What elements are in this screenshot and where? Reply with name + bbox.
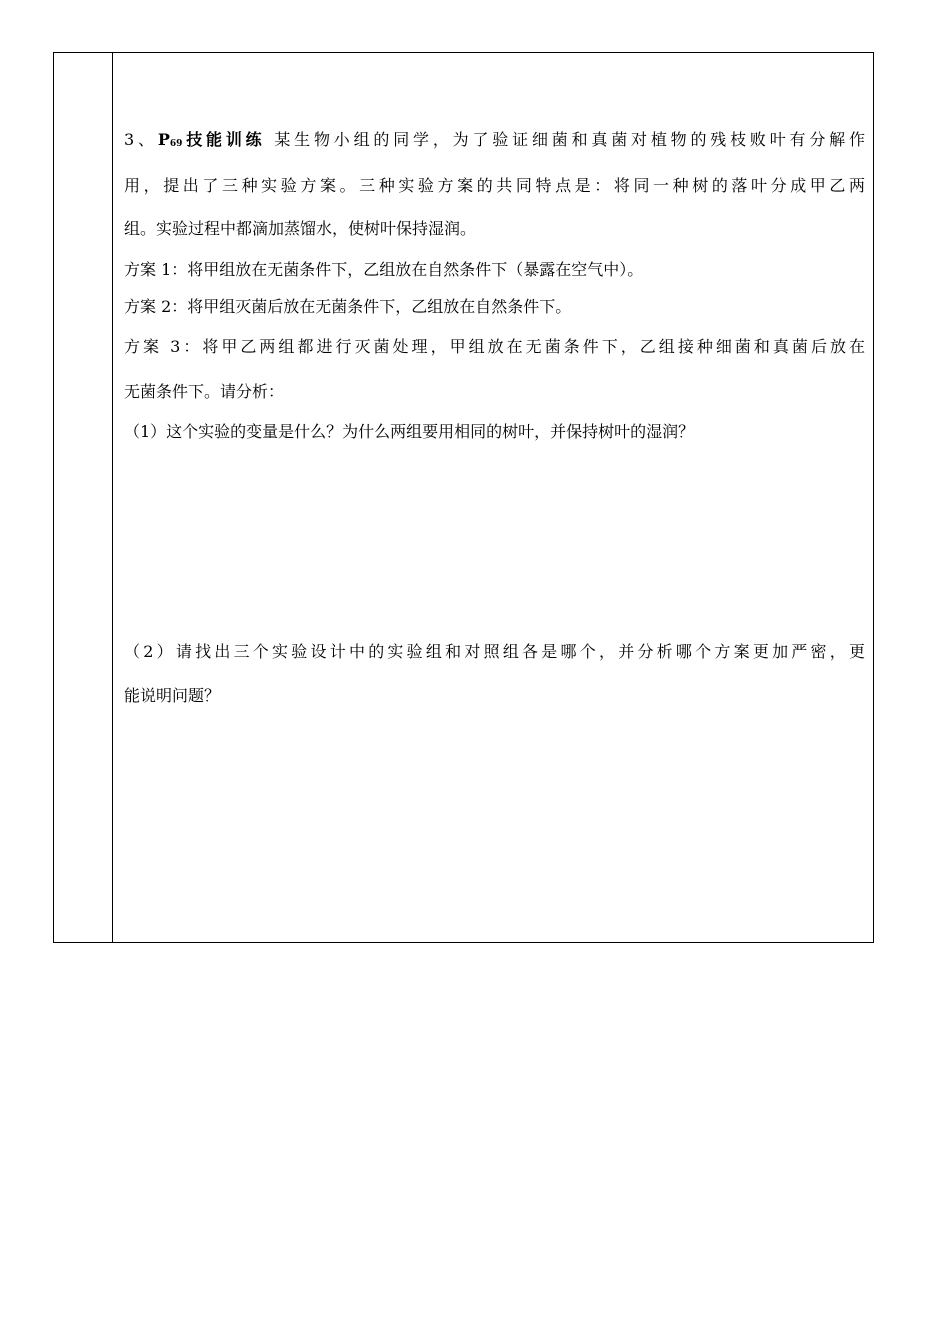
- page-ref-number: 69: [169, 139, 183, 149]
- question-3-intro-line-3: 组。实验过程中都滴加蒸馏水，使树叶保持湿润。: [124, 219, 477, 238]
- sub-question-2-line-2: 能说明问题？: [124, 686, 221, 705]
- section-title: 技能训练: [182, 130, 266, 149]
- sub-question-1: （1）这个实验的变量是什么？为什么两组要用相同的树叶，并保持树叶的湿润？: [124, 422, 695, 441]
- worksheet-table: [53, 52, 874, 943]
- plan-3-text-line-1: 方案 3：将甲乙两组都进行灭菌处理，甲组放在无菌条件下，乙组接种细菌和真菌后放在: [124, 337, 865, 356]
- page-ref-prefix: P: [157, 130, 170, 149]
- intro-text-1: 某生物小组的同学，为了验证细菌和真菌对植物的残枝败叶有分解作: [265, 130, 865, 149]
- question-number: 3、: [124, 130, 158, 149]
- plan-3-text-line-2: 无菌条件下。请分析：: [124, 382, 285, 401]
- left-column-cell: [54, 53, 113, 942]
- question-3-intro-line-1: [124, 130, 865, 154]
- plan-1-text: 方案 1：将甲组放在无菌条件下，乙组放在自然条件下（暴露在空气中）。: [124, 260, 644, 279]
- sub-question-2-line-1: （2）请找出三个实验设计中的实验组和对照组各是哪个，并分析哪个方案更加严密，更: [124, 642, 865, 661]
- question-3-intro-line-2: 用，提出了三种实验方案。三种实验方案的共同特点是：将同一种树的落叶分成甲乙两: [124, 176, 865, 195]
- plan-2-text: 方案 2：将甲组灭菌后放在无菌条件下，乙组放在自然条件下。: [124, 297, 572, 316]
